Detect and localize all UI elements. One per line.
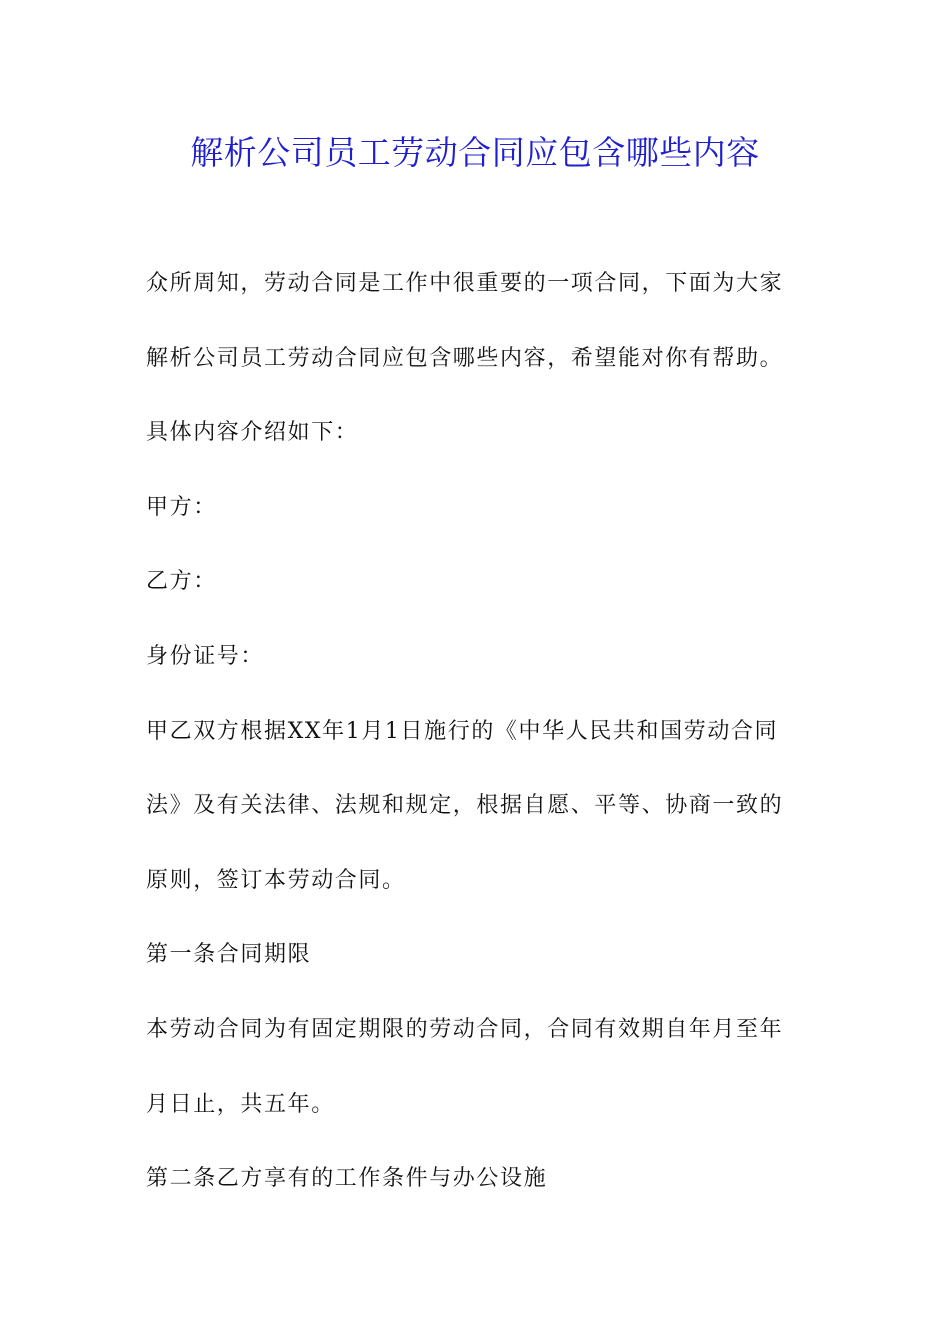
article-heading: 第一条合同期限	[146, 942, 312, 968]
article-heading: 第二条乙方享有的工作条件与办公设施	[146, 1166, 548, 1192]
paragraph-line: 本劳动合同为有固定期限的劳动合同，合同有效期自年月至年	[146, 1016, 784, 1042]
id-number-label: 身份证号：	[146, 643, 265, 669]
paragraph-line: 月日止，共五年。	[146, 1091, 335, 1117]
party-b-label: 乙方：	[146, 569, 217, 595]
paragraph-line: 解析公司员工劳动合同应包含哪些内容，希望能对你有帮助。	[146, 345, 784, 371]
paragraph-line: 甲乙双方根据XX年1月1日施行的《中华人民共和国劳动合同	[146, 718, 779, 744]
paragraph-line: 具体内容介绍如下：	[146, 420, 359, 446]
paragraph-line: 法》及有关法律、法规和规定，根据自愿、平等、协商一致的	[146, 793, 784, 819]
party-a-label: 甲方：	[146, 494, 217, 520]
document-body	[146, 260, 806, 1230]
document-title: 解析公司员工劳动合同应包含哪些内容	[190, 133, 760, 172]
paragraph-line: 原则，签订本劳动合同。	[146, 867, 406, 893]
paragraph-line: 众所周知，劳动合同是工作中很重要的一项合同，下面为大家	[146, 271, 784, 296]
